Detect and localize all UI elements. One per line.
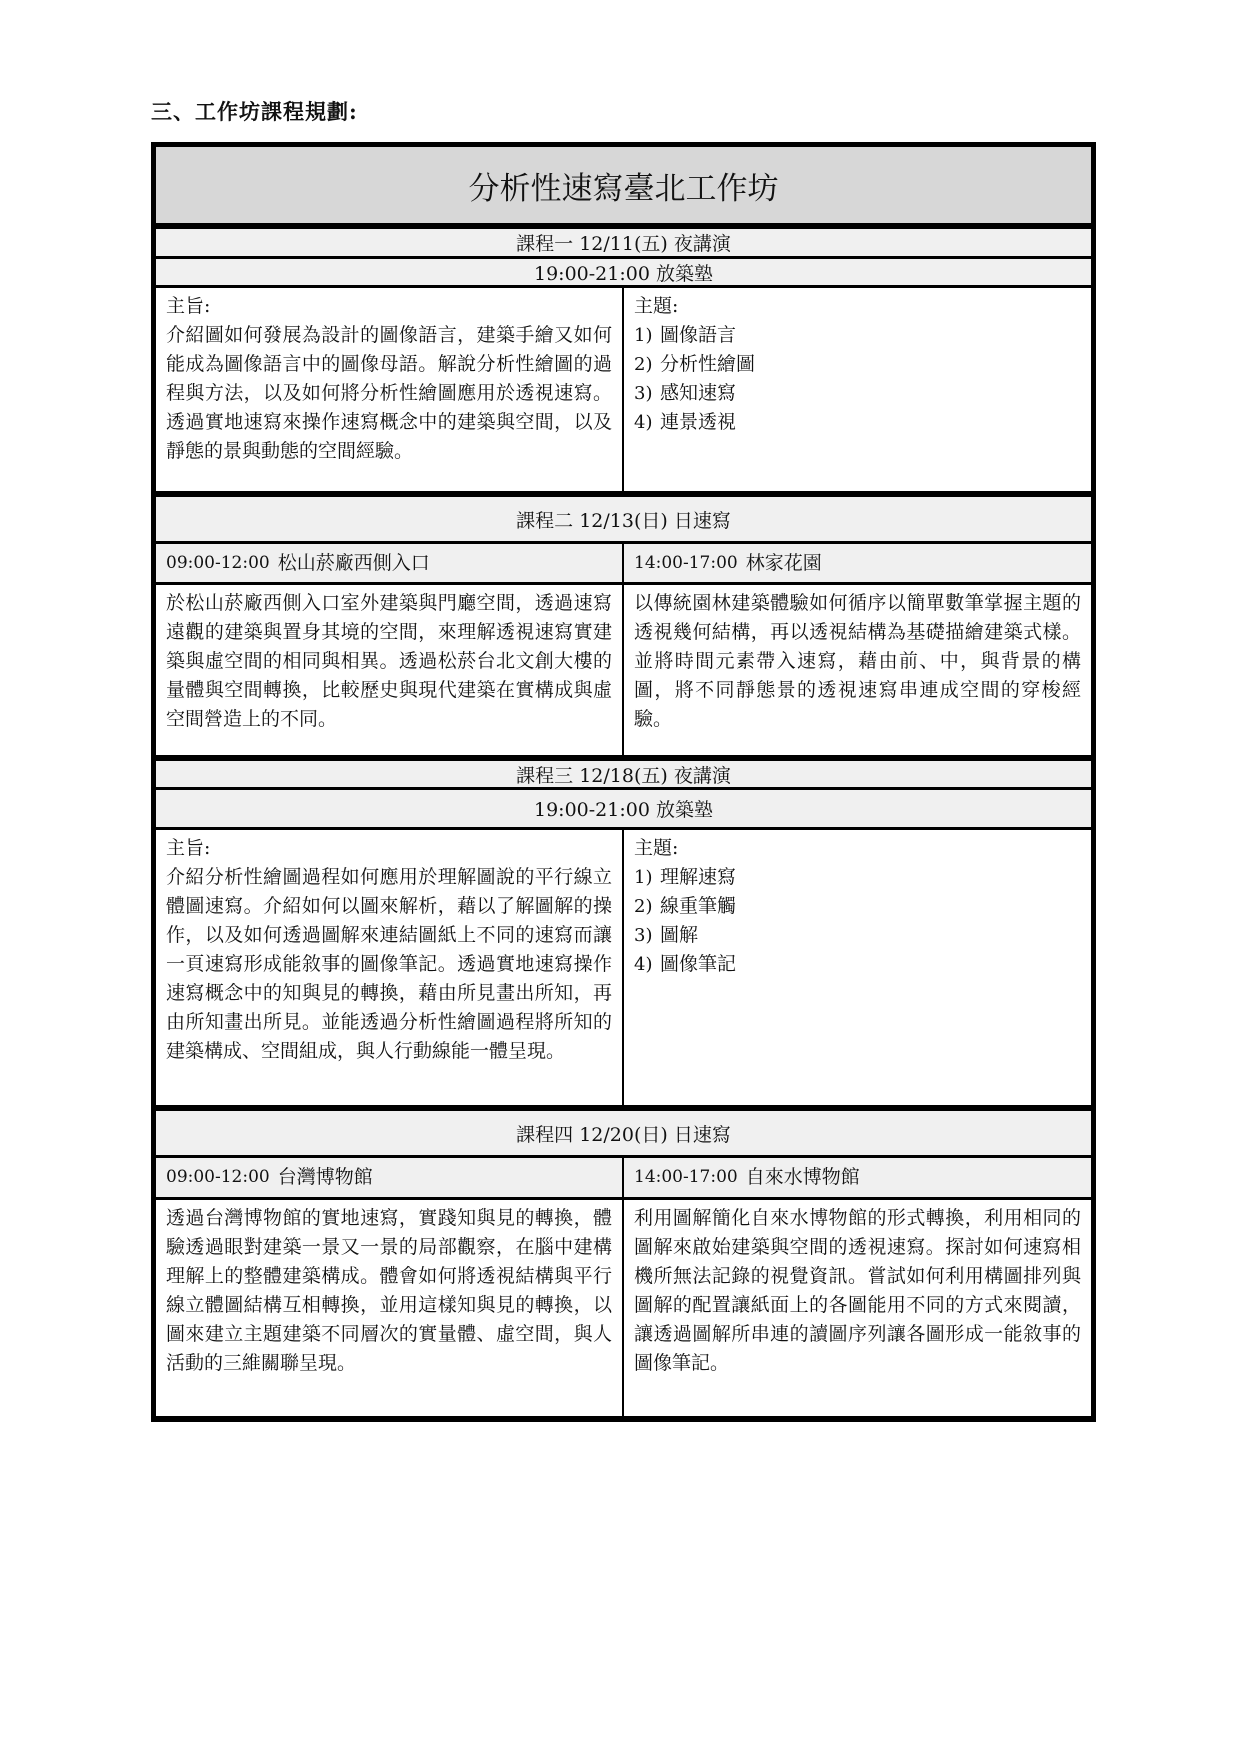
purpose-text: 介紹分析性繪圖過程如何應用於理解圖說的平行線立體圖速寫。介紹如何以圖來解析，藉以了解圖解的操作，以及如何透過圖解來連結圖紙上不同的速寫而讓一頁速寫形成能敘事的圖像筆記。透過實地速寫操作速寫概念中的知與見的轉換，藉由所見畫出所知，再由所知畫出所見。並能透過分析性繪圖過程將所知的建築構成、空間組成，與人行動線能一體呈現。 xyxy=(166,866,612,1062)
course-3-header: 課程三 12/18(五) 夜講演 xyxy=(156,761,1091,790)
course-3-content-row xyxy=(156,830,1091,1111)
course-3-purpose xyxy=(156,830,624,1105)
course-1-purpose xyxy=(156,288,624,491)
topic-number: 3) xyxy=(634,383,653,404)
topic-text: 感知速寫 xyxy=(660,382,737,404)
course-2-morning xyxy=(156,544,624,582)
course-4-afternoon xyxy=(624,1158,1091,1197)
course-2-time-row xyxy=(156,544,1091,585)
topic-number: 4) xyxy=(634,412,653,433)
topic-number: 2) xyxy=(634,896,653,917)
course-2-morning-description: 於松山菸廠西側入口室外建築與門廳空間，透過速寫遠觀的建築與置身其境的空間，來理解透視速寫實建築與虛空間的相同與相異。透過松菸台北文創大樓的量體與空間轉換，比較歷史與現代建築在實構成與虛空間營造上的不同。 xyxy=(156,585,624,755)
course-3-topics xyxy=(624,830,1091,1105)
afternoon-time: 14:00-17:00 xyxy=(634,552,738,573)
workshop-schedule-table xyxy=(151,142,1096,1422)
course-2-afternoon xyxy=(624,544,1091,582)
course-1-content-row xyxy=(156,288,1091,497)
topic-item xyxy=(634,863,1081,892)
topic-item xyxy=(634,321,1081,350)
course-4-morning-description: 透過台灣博物館的實地速寫，實踐知與見的轉換，體驗透過眼對建築一景又一景的局部觀察，在腦中建構理解上的整體建築構成。體會如何將透視結構與平行線立體圖結構互相轉換，並用這樣知與見的轉換，以圖來建立主題建築不同層次的實量體、虛空間，與人活動的三維關聯呈現。 xyxy=(156,1200,624,1416)
afternoon-place: 林家花園 xyxy=(745,551,822,574)
course-4-afternoon-description: 利用圖解簡化自來水博物館的形式轉換，利用相同的圖解來啟始建築與空間的透視速寫。探討如何速寫相機所無法記錄的視覺資訊。嘗試如何利用構圖排列與圖解的配置讓紙面上的各圖能用不同的方式來閱讀，讓透過圖解所串連的讀圖序列讓各圖形成一能敘事的圖像筆記。 xyxy=(634,1207,1081,1374)
afternoon-place: 自來水博物館 xyxy=(745,1166,860,1188)
topic-text: 圖像筆記 xyxy=(660,953,737,975)
morning-time: 09:00-12:00 xyxy=(166,1167,270,1187)
topic-number: 1) xyxy=(634,867,653,888)
course-4-content-row xyxy=(156,1200,1091,1416)
topic-number: 3) xyxy=(634,925,653,946)
topic-text: 圖解 xyxy=(660,924,699,946)
topic-number: 1) xyxy=(634,325,653,346)
course-2-content-row xyxy=(156,585,1091,761)
topics-label: 主題: xyxy=(634,837,679,859)
course-2-afternoon-description: 以傳統園林建築體驗如何循序以簡單數筆掌握主題的透視幾何結構，再以透視結構為基礎描繪建築式樣。並將時間元素帶入速寫，藉由前、中，與背景的構圖，將不同靜態景的透視速寫串連成空間的穿梭經驗。 xyxy=(634,592,1081,730)
topic-number: 2) xyxy=(634,354,653,375)
course-1-header: 課程一 12/11(五) 夜講演 xyxy=(156,229,1091,259)
afternoon-time: 14:00-17:00 xyxy=(634,1167,738,1187)
topic-text: 分析性繪圖 xyxy=(660,353,756,375)
section-heading: 三、工作坊課程規劃: xyxy=(151,99,358,124)
topic-item xyxy=(634,921,1081,950)
topic-item xyxy=(634,892,1081,921)
morning-place: 松山菸廠西側入口 xyxy=(277,551,430,574)
course-1-subheader: 19:00-21:00 放築塾 xyxy=(156,259,1091,288)
topic-item xyxy=(634,350,1081,379)
topic-text: 圖像語言 xyxy=(660,324,737,346)
course-4-header: 課程四 12/20(日) 日速寫 xyxy=(156,1111,1091,1158)
course-4-time-row xyxy=(156,1158,1091,1200)
morning-place: 台灣博物館 xyxy=(277,1166,373,1188)
topic-item xyxy=(634,950,1081,979)
topic-number: 4) xyxy=(634,954,653,975)
course-2-header: 課程二 12/13(日) 日速寫 xyxy=(156,497,1091,544)
course-4-morning xyxy=(156,1158,624,1197)
topic-text: 連景透視 xyxy=(660,411,737,433)
topic-item xyxy=(634,379,1081,408)
topic-text: 理解速寫 xyxy=(660,866,737,888)
topic-item xyxy=(634,408,1081,437)
course-1-topics xyxy=(624,288,1091,491)
table-title: 分析性速寫臺北工作坊 xyxy=(156,147,1091,229)
course-3-subheader: 19:00-21:00 放築塾 xyxy=(156,790,1091,830)
topic-text: 線重筆觸 xyxy=(660,895,737,917)
purpose-text: 介紹圖如何發展為設計的圖像語言，建築手繪又如何能成為圖像語言中的圖像母語。解說分析性繪圖的過程與方法，以及如何將分析性繪圖應用於透視速寫。透過實地速寫來操作速寫概念中的建築與空間，以及靜態的景與動態的空間經驗。 xyxy=(166,324,612,462)
morning-time: 09:00-12:00 xyxy=(166,552,270,573)
purpose-label: 主旨: xyxy=(166,295,211,317)
topics-label: 主題: xyxy=(634,295,679,317)
purpose-label: 主旨: xyxy=(166,837,211,859)
